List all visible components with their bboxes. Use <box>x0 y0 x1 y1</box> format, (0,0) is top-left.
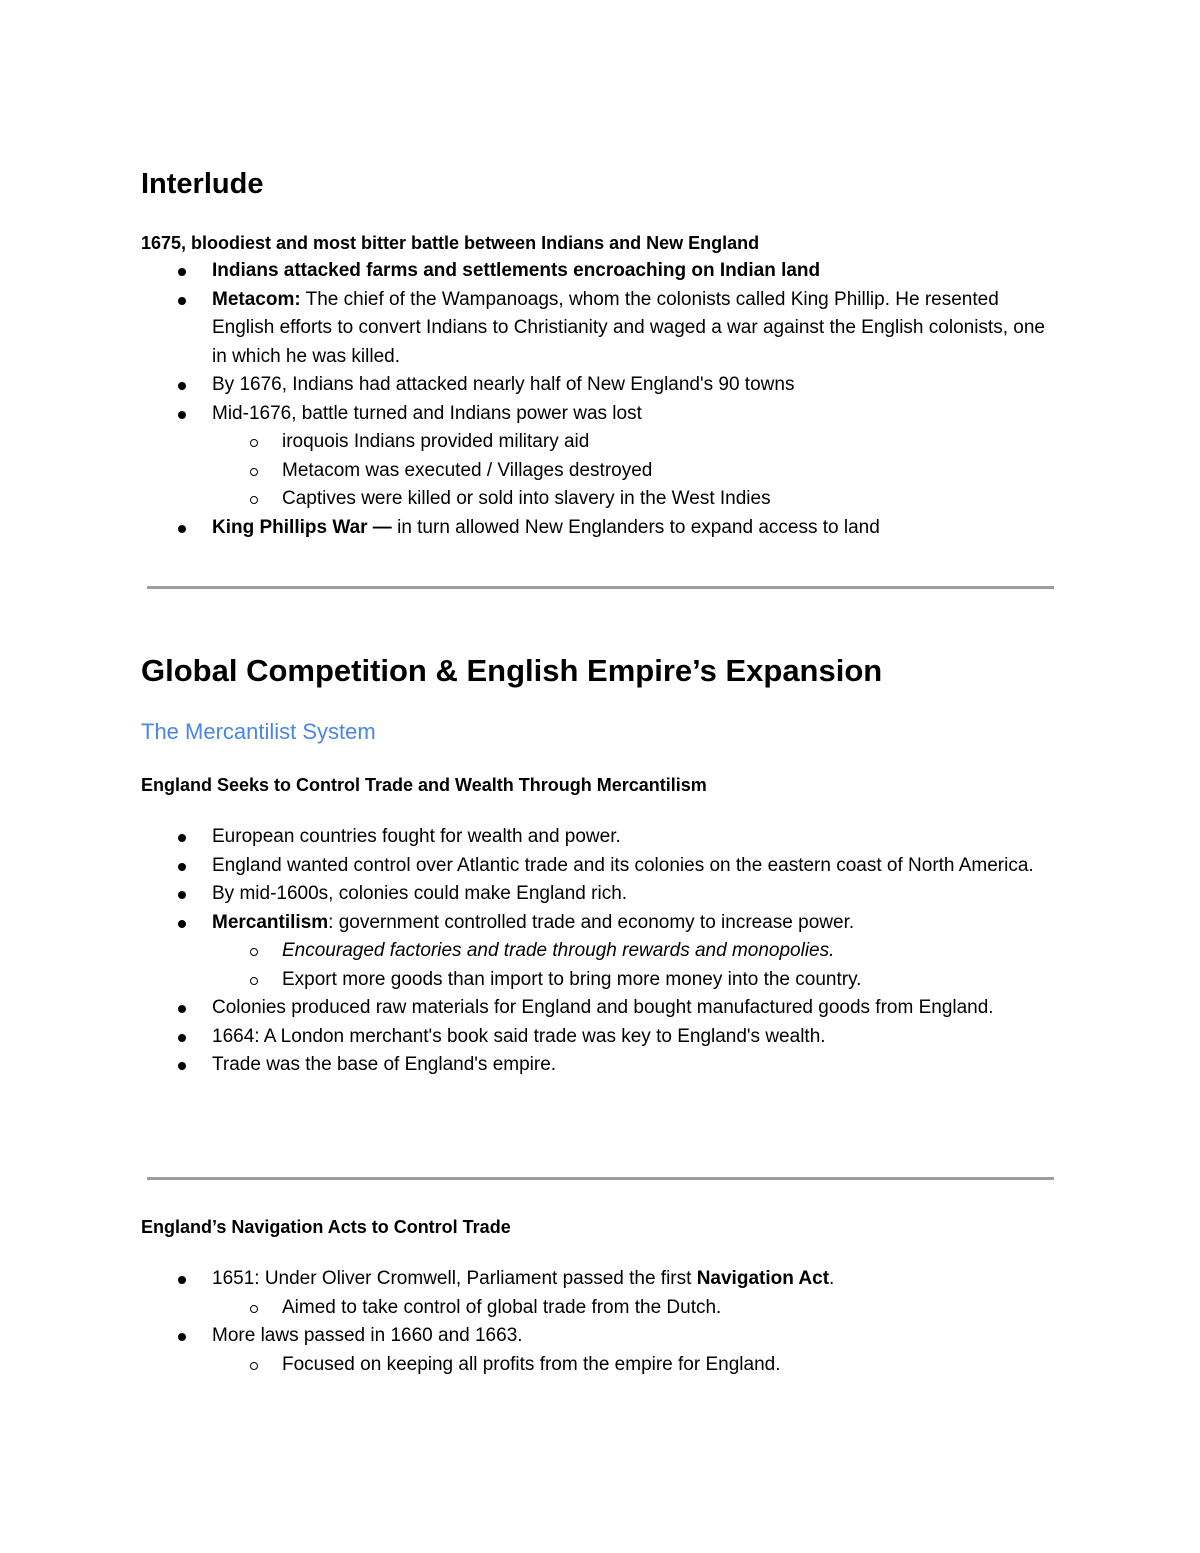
list-item-bold: Navigation Act <box>696 1268 830 1289</box>
interlude-lead: 1675, bloodiest and most bitter battle between Indians and New England <box>141 233 760 253</box>
list-item-bold: Indians attacked farms and settlements encroaching on Indian land <box>212 260 821 281</box>
list-item <box>141 1051 1061 1080</box>
circle-bullet-icon <box>250 1362 258 1370</box>
heading-global-competition: Global Competition & English Empire’s Expansion <box>141 653 883 688</box>
sub-list <box>212 1294 1061 1323</box>
section-divider <box>147 586 1054 589</box>
list-item-text: 1664: A London merchant's book said trade was key to England's wealth. <box>212 1025 826 1047</box>
sub-list-text: Encouraged factories and trade through rewards and monopolies. <box>282 940 835 961</box>
sub-list-text: Focused on keeping all profits from the empire for England. <box>282 1353 781 1375</box>
list-item-text: Colonies produced raw materials for England and bought manufactured goods from England. <box>212 997 994 1018</box>
list-item <box>141 994 1061 1023</box>
bullet-icon <box>178 891 186 899</box>
list-item-text: in turn allowed New Englanders to expand access to land <box>391 516 880 538</box>
sub-list <box>212 1351 1061 1380</box>
list-item <box>141 1023 1061 1052</box>
list-item <box>141 1322 1061 1379</box>
heading-interlude: Interlude <box>141 168 264 200</box>
sub-list-text: Aimed to take control of global trade from the Dutch. <box>282 1296 722 1318</box>
list-item <box>141 400 1061 514</box>
sub-list-item <box>212 485 1131 514</box>
list-item-text: The chief of the Wampanoags, whom the colonists called King Phillip. He resented English efforts to convert Indians to Christianity and waged a war against the English colonists, one in which he was killed. <box>212 288 1045 367</box>
sub-list-item <box>212 428 1131 457</box>
list-item <box>141 257 1061 286</box>
bullet-icon <box>178 1333 186 1341</box>
bullet-icon <box>178 1276 186 1284</box>
list-item-text: Mid-1676, battle turned and Indians power was lost <box>212 402 642 424</box>
sub-list-text: Export more goods than import to bring more money into the country. <box>282 968 862 990</box>
list-item-text: 1651: Under Oliver Cromwell, Parliament passed the first <box>212 1268 697 1289</box>
bullet-icon <box>178 1062 186 1070</box>
sub-list-item <box>212 1351 1131 1380</box>
bullet-icon <box>178 920 186 928</box>
subheading-mercantilism: England Seeks to Control Trade and Wealth Through Mercantilism <box>141 775 707 795</box>
bullet-icon <box>178 525 186 533</box>
heading-mercantilist-system: The Mercantilist System <box>141 719 376 744</box>
list-item <box>141 286 1061 372</box>
list-item <box>141 823 1061 852</box>
bullet-icon <box>178 1005 186 1013</box>
mercantilism-list <box>141 823 1061 1080</box>
bullet-icon <box>178 1034 186 1042</box>
list-item-bold: King Phillips War — <box>212 516 392 538</box>
sub-list-text: Metacom was executed / Villages destroyed <box>282 459 653 481</box>
sub-list-item <box>212 937 1131 966</box>
list-item-text: European countries fought for wealth and power. <box>212 826 621 847</box>
bullet-icon <box>178 834 186 842</box>
bullet-icon <box>178 297 186 305</box>
list-item-text: England wanted control over Atlantic trade and its colonies on the eastern coast of North America. <box>212 854 1034 876</box>
list-item <box>141 1265 1061 1322</box>
bullet-icon <box>178 268 186 276</box>
circle-bullet-icon <box>250 1305 258 1313</box>
list-item <box>141 514 1061 543</box>
circle-bullet-icon <box>250 496 258 504</box>
list-item-text: More laws passed in 1660 and 1663. <box>212 1325 523 1346</box>
list-item-text: By 1676, Indians had attacked nearly half of New England's 90 towns <box>212 374 795 395</box>
circle-bullet-icon <box>250 977 258 985</box>
list-item-text: : government controlled trade and economy to increase power. <box>328 911 855 933</box>
circle-bullet-icon <box>250 948 258 956</box>
list-item-text: By mid-1600s, colonies could make England rich. <box>212 883 628 904</box>
sub-list <box>212 428 1061 514</box>
bullet-icon <box>178 411 186 419</box>
sub-list-item <box>212 457 1131 486</box>
section-divider <box>147 1177 1054 1180</box>
sub-list-text: iroquois Indians provided military aid <box>282 431 590 452</box>
list-item <box>141 880 1061 909</box>
sub-list-item <box>212 966 1131 995</box>
subheading-navigation-acts: England’s Navigation Acts to Control Trade <box>141 1217 511 1237</box>
list-item <box>141 852 1061 881</box>
list-item <box>141 371 1061 400</box>
sub-list <box>212 937 1061 994</box>
interlude-list <box>141 257 1061 542</box>
list-item-text: . <box>829 1268 835 1289</box>
list-item-bold: Metacom: <box>212 288 301 310</box>
list-item <box>141 909 1061 995</box>
list-item-bold: Mercantilism <box>212 911 329 933</box>
circle-bullet-icon <box>250 468 258 476</box>
bullet-icon <box>178 863 186 871</box>
list-item-text: Trade was the base of England's empire. <box>212 1054 557 1075</box>
bullet-icon <box>178 382 186 390</box>
navigation-list <box>141 1265 1061 1379</box>
sub-list-item <box>212 1294 1131 1323</box>
circle-bullet-icon <box>250 439 258 447</box>
sub-list-text: Captives were killed or sold into slavery in the West Indies <box>282 488 771 509</box>
